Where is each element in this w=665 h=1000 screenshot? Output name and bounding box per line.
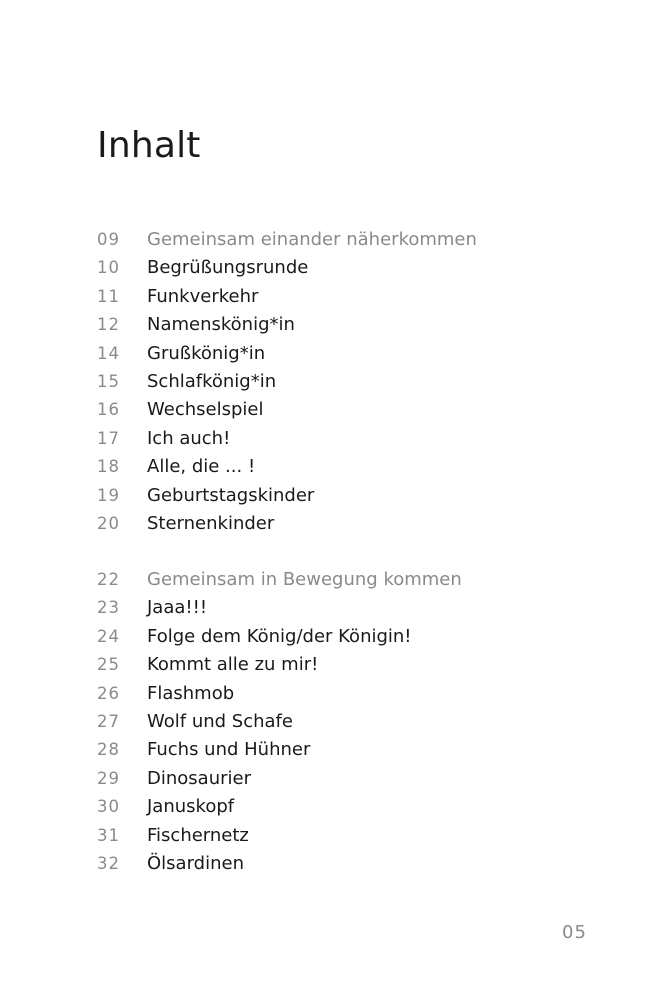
toc-page-number: 19 xyxy=(97,485,120,505)
toc-entry-title: Ich auch! xyxy=(147,427,231,449)
toc-entry xyxy=(97,623,577,651)
toc-entry xyxy=(97,340,577,368)
toc-page-number: 25 xyxy=(97,655,120,675)
toc-page-number: 18 xyxy=(97,457,120,477)
toc-entry xyxy=(97,850,577,878)
toc-page-number: 29 xyxy=(97,768,120,788)
toc-entry xyxy=(97,765,577,793)
toc-entry-title: Sternenkinder xyxy=(147,512,275,534)
toc-page-number: 12 xyxy=(97,315,120,335)
toc-entry xyxy=(97,425,577,453)
toc-page-number: 10 xyxy=(97,258,120,278)
toc-entry xyxy=(97,736,577,764)
toc-page-number: 30 xyxy=(97,797,120,817)
toc-entry-title: Ölsardinen xyxy=(147,852,244,874)
toc-entry-title: Alle, die ... ! xyxy=(147,456,256,478)
toc-page-number: 28 xyxy=(97,740,120,760)
toc-entry-title: Flashmob xyxy=(147,682,235,704)
toc-entry-title: Schlafkönig*in xyxy=(147,370,277,392)
toc-entry-title: Geburtstagskinder xyxy=(147,484,315,506)
toc-page-number: 31 xyxy=(97,825,120,845)
toc-page-number: 14 xyxy=(97,343,120,363)
toc-section-1 xyxy=(97,226,577,538)
toc-entry xyxy=(97,651,577,679)
toc-entry-title: Fuchs und Hühner xyxy=(147,739,311,761)
toc-section-2 xyxy=(97,566,577,878)
toc-section-title: Gemeinsam in Bewegung kommen xyxy=(147,569,462,590)
toc-entry xyxy=(97,594,577,622)
toc-page-number: 20 xyxy=(97,513,120,533)
toc-entry-title: Januskopf xyxy=(147,796,235,818)
toc-entry-title: Funkverkehr xyxy=(147,285,259,307)
toc-entry xyxy=(97,793,577,821)
toc-page-number: 15 xyxy=(97,371,120,391)
toc-entry xyxy=(97,311,577,339)
toc-entry-title: Grußkönig*in xyxy=(147,342,266,364)
toc-page-number: 11 xyxy=(97,286,120,306)
toc-entry-title: Kommt alle zu mir! xyxy=(147,654,319,676)
toc-page-number: 24 xyxy=(97,626,120,646)
toc-page-number: 23 xyxy=(97,598,120,618)
toc-page-number: 26 xyxy=(97,683,120,703)
toc-entry-title: Folge dem König/der Königin! xyxy=(147,625,412,647)
page-number: 05 xyxy=(562,922,587,943)
page-title: Inhalt xyxy=(97,125,201,166)
toc-page-number: 22 xyxy=(97,570,120,589)
toc-entry-title: Fischernetz xyxy=(147,824,249,846)
toc-entry xyxy=(97,396,577,424)
toc-entry xyxy=(97,482,577,510)
toc-page-number: 27 xyxy=(97,711,120,731)
toc-section-title: Gemeinsam einander näherkommen xyxy=(147,229,477,250)
toc-page-number: 32 xyxy=(97,853,120,873)
toc-page-number: 17 xyxy=(97,428,120,448)
toc-section-heading xyxy=(97,226,577,254)
toc-section-heading xyxy=(97,566,577,594)
toc-entry-title: Jaaa!!! xyxy=(147,597,208,619)
toc-entry-title: Namenskönig*in xyxy=(147,314,295,336)
toc-entry xyxy=(97,822,577,850)
toc-entry-title: Begrüßungsrunde xyxy=(147,257,309,279)
toc-page-number: 16 xyxy=(97,400,120,420)
toc-entry-title: Wechselspiel xyxy=(147,399,264,421)
toc-page-number: 09 xyxy=(97,230,120,249)
toc-entry xyxy=(97,453,577,481)
toc-entry xyxy=(97,254,577,282)
toc-entry xyxy=(97,680,577,708)
toc-entry xyxy=(97,708,577,736)
toc-entry-title: Wolf und Schafe xyxy=(147,710,293,732)
toc-entry xyxy=(97,368,577,396)
toc-entry-title: Dinosaurier xyxy=(147,767,251,789)
toc-entry xyxy=(97,283,577,311)
toc-entry xyxy=(97,510,577,538)
